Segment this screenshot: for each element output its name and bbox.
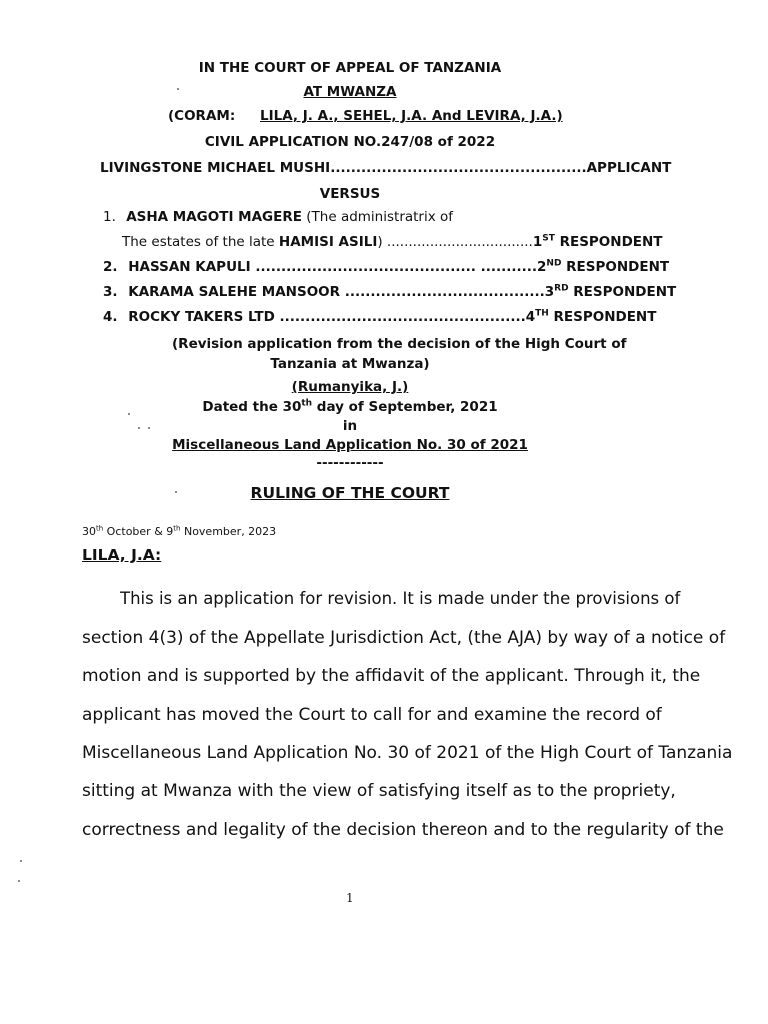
dated-sup: th: [301, 398, 313, 409]
application-number: CIVIL APPLICATION NO.247/08 of 2022: [204, 134, 496, 150]
estate-dots: ) ..................................: [377, 234, 533, 250]
respondent-number: 3.: [103, 284, 118, 300]
origin-in: in: [342, 418, 358, 434]
origin-divider: ------------: [316, 455, 384, 471]
ruling-title: RULING OF THE COURT: [250, 484, 450, 502]
origin-dated: [0, 399, 700, 415]
respondent-2-line: [103, 259, 669, 275]
respondent-role: RESPONDENT: [568, 284, 677, 300]
body-line-4: applicant has moved the Court to call for and examine the record of: [82, 705, 662, 725]
origin-misc-application: Miscellaneous Land Application No. 30 of 2021: [172, 437, 528, 453]
respondent-1-line-1: [103, 209, 453, 225]
respondent-ordinal-sup: TH: [535, 308, 549, 319]
origin-line-2: Tanzania at Mwanza): [270, 356, 430, 372]
scan-speck: [148, 427, 150, 429]
applicant-line: [100, 160, 671, 176]
scan-speck: [138, 427, 140, 429]
dates-b-sup: th: [173, 524, 181, 533]
respondent-name: KARAMA SALEHE MANSOOR: [128, 284, 341, 300]
applicant-dots: ..................................................: [330, 160, 587, 176]
versus-label: VERSUS: [319, 186, 381, 202]
scan-speck: [128, 413, 130, 415]
respondent-name: HASSAN KAPULI: [128, 259, 251, 275]
respondent-ordinal-sup: RD: [554, 283, 569, 294]
court-title: IN THE COURT OF APPEAL OF TANZANIA: [198, 60, 502, 76]
respondent-4-line: [103, 309, 656, 325]
dated-prefix: Dated the 30: [202, 399, 302, 415]
applicant-name: LIVINGSTONE MICHAEL MUSHI: [100, 160, 331, 176]
respondent-ordinal: 1: [532, 234, 543, 250]
page-number: 1: [346, 891, 354, 905]
estate-name: HAMISI ASILI: [278, 234, 378, 250]
dated-suffix: day of September, 2021: [312, 399, 498, 415]
body-line-2: section 4(3) of the Appellate Jurisdiction Act, (the AJA) by way of a notice of: [82, 628, 726, 648]
respondent-note: (The administratrix of: [301, 209, 454, 225]
body-line-6: sitting at Mwanza with the view of satisfying itself as to the propriety,: [82, 781, 676, 801]
scan-speck: [18, 880, 20, 882]
respondent-dots: ........................................... ...........: [250, 259, 538, 275]
respondent-dots: .......................................: [340, 284, 545, 300]
coram-judges: LILA, J. A., SEHEL, J.A. And LEVIRA, J.A.): [260, 108, 563, 124]
respondent-name: ROCKY TAKERS LTD: [128, 309, 275, 325]
respondent-number: 1.: [103, 209, 116, 225]
respondent-role: RESPONDENT: [548, 309, 657, 325]
respondent-name: ASHA MAGOTI MAGERE: [126, 209, 302, 225]
respondent-role: RESPONDENT: [554, 234, 663, 250]
scan-speck: [177, 88, 179, 90]
respondent-ordinal: 4: [525, 309, 536, 325]
dates-c: November, 2023: [180, 525, 277, 538]
estate-prefix: The estates of the late: [122, 234, 279, 250]
applicant-role: APPLICANT: [586, 160, 672, 176]
respondent-role: RESPONDENT: [561, 259, 670, 275]
dates-a: 30: [82, 525, 96, 538]
ruling-dates: [82, 525, 276, 538]
respondent-dots: ................................................: [274, 309, 526, 325]
respondent-number: 4.: [103, 309, 118, 325]
dates-a-sup: th: [96, 524, 104, 533]
respondent-1-line-2: [122, 234, 663, 250]
respondent-ordinal: 3: [544, 284, 555, 300]
scan-speck: [175, 491, 177, 493]
origin-judge: (Rumanyika, J.): [291, 379, 409, 395]
body-line-1: This is an application for revision. It is made under the provisions of: [120, 589, 681, 608]
respondent-3-line: [103, 284, 676, 300]
scan-speck: [20, 860, 22, 862]
origin-line-1: (Revision application from the decision of the High Court of: [172, 336, 627, 352]
respondent-ordinal-sup: ST: [542, 233, 555, 244]
body-line-7: correctness and legality of the decision thereon and to the regularity of the: [82, 820, 724, 840]
dates-b: October & 9: [103, 525, 174, 538]
court-location: AT MWANZA: [303, 84, 397, 100]
coram-label: (CORAM:: [168, 108, 236, 124]
ruling-author: LILA, J.A:: [82, 546, 162, 564]
body-line-3: motion and is supported by the affidavit of the applicant. Through it, the: [82, 666, 701, 686]
respondent-ordinal-sup: ND: [546, 258, 562, 269]
body-line-5: Miscellaneous Land Application No. 30 of 2021 of the High Court of Tanzania: [82, 743, 733, 763]
respondent-number: 2.: [103, 259, 118, 275]
respondent-ordinal: 2: [537, 259, 547, 275]
